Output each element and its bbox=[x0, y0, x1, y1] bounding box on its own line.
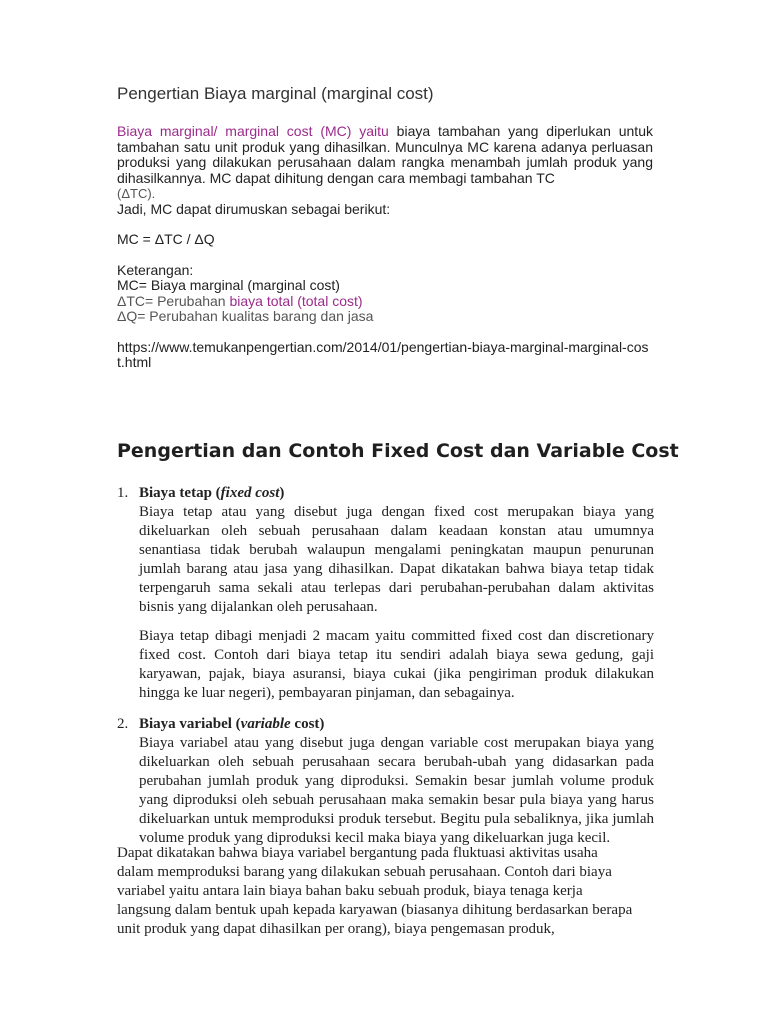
fixed-cost-title: Biaya tetap (fixed cost) bbox=[139, 485, 285, 501]
list-number: 1. bbox=[117, 485, 129, 501]
source-url[interactable]: https://www.temukanpengertian.com/2014/01/pengertian-biaya-marginal-marginal-cost.html bbox=[117, 338, 649, 370]
formula: MC = ΔTC / ΔQ bbox=[117, 231, 215, 247]
fixed-cost-paragraph-2: Biaya tetap dibagi menjadi 2 macam yaitu committed fixed cost dan discretionary fixed cost. Contoh dari biaya tetap itu sendiri adalah biaya sewa gedung, gaji karyawan, pajak, biaya asuransi, biaya cukai (jika pengiriman produk dilakukan hingga ke luar negeri), pembayaran pinjaman, dan sebagainya. bbox=[139, 628, 654, 701]
marginal-cost-heading: Pengertian Biaya marginal (marginal cost) bbox=[117, 84, 434, 103]
fixed-variable-heading: Pengertian dan Contoh Fixed Cost dan Variable Cost bbox=[117, 440, 679, 462]
list-item-fixed-cost bbox=[117, 484, 654, 703]
cost-types-list bbox=[117, 484, 654, 848]
ket-tc-link[interactable]: biaya total (total cost) bbox=[229, 292, 363, 309]
variable-cost-title: Biaya variabel (variable cost) bbox=[139, 716, 325, 732]
variable-cost-paragraph-1: Biaya variabel atau yang disebut juga dengan variable cost merupakan biaya yang dikeluarkan oleh sebuah perusahaan secara berubah-ubah yang didasarkan pada perubahan jumlah produk yang diproduksi. Semakin besar jumlah volume produk yang diproduksi oleh sebuah perusahaan maka semakin besar pula biaya yang harus dikeluarkan untuk memproduksi produk tersebut. Begitu pula sebaliknya, jika jumlah volume produk yang diproduksi kecil maka biaya yang dikeluarkan juga kecil. bbox=[139, 735, 654, 846]
ket-tc-prefix: ΔTC= Perubahan bbox=[117, 292, 230, 309]
definition-tc: (ΔTC). bbox=[117, 186, 156, 201]
definition-text: biaya tambahan yang diperlukan untuk tambahan satu unit produk yang dihasilkan. Munculnya MC karena adanya perluasan produksi yang dilakukan perusahaan dalam rangka menambah jumlah produk yang dihasilkannya. MC dapat dihitung dengan cara membagi tambahan TC bbox=[117, 123, 653, 186]
ket-tc bbox=[117, 294, 653, 310]
marginal-cost-section bbox=[117, 84, 653, 371]
ket-mc: MC= Biaya marginal (marginal cost) bbox=[117, 277, 340, 293]
keterangan-label: Keterangan: bbox=[117, 261, 194, 278]
variable-cost-outro: Dapat dikatakan bahwa biaya variabel bergantung pada fluktuasi aktivitas usaha dalam memproduksi barang yang dilakukan sebuah perusahaan. Contoh dari biaya variabel yaitu antara lain biaya bahan baku sebuah produk, biaya tenaga kerja langsung dalam bentuk upah kepada karyawan (biasanya dihitung berdasarkan berapa unit produk yang dapat dihasilkan per orang), biaya pengemasan produk, bbox=[117, 845, 633, 937]
list-item-variable-cost bbox=[117, 715, 654, 848]
marginal-cost-definition bbox=[117, 124, 653, 186]
formula-intro: Jadi, MC dapat dirumuskan sebagai berikut: bbox=[117, 200, 391, 217]
definition-highlight: Biaya marginal/ marginal cost (MC) yaitu bbox=[117, 123, 389, 139]
fixed-cost-paragraph-1: Biaya tetap atau yang disebut juga dengan fixed cost merupakan biaya yang dikeluarkan oleh sebuah perusahaan dalam keadaan konstan atau umumnya senantiasa tidak berubah walaupun mengalami peningkatan maupun penurunan jumlah barang atau jasa yang dihasilkan. Dapat dikatakan bahwa biaya tetap tidak terpengaruh sama sekali atau terlepas dari perubahan-perubahan dalam aktivitas bisnis yang dijalankan oleh perusahaan. bbox=[139, 504, 654, 615]
ket-q: ΔQ= Perubahan kualitas barang dan jasa bbox=[117, 308, 374, 324]
list-number: 2. bbox=[117, 716, 129, 732]
